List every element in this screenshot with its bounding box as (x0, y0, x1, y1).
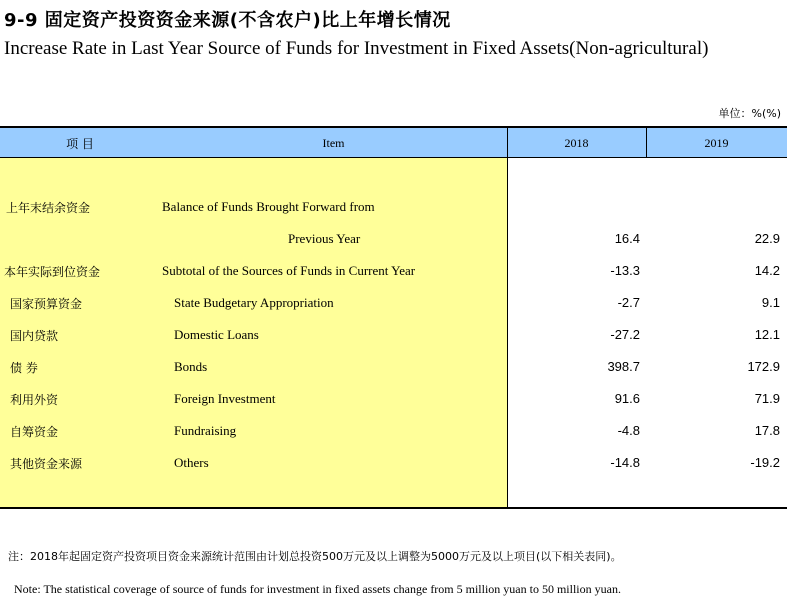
row-label-cn: 债 券 (10, 361, 38, 375)
value-2019: 17.8 (754, 423, 780, 438)
header-bottom-border (0, 157, 787, 158)
row-label-cn: 本年实际到位资金 (4, 265, 101, 279)
row-label-en: Subtotal of the Sources of Funds in Current Year (162, 263, 416, 278)
value-2018: -4.8 (617, 423, 640, 438)
row-label-en: Fundraising (174, 423, 237, 438)
value-2018: -2.7 (617, 295, 640, 310)
row-label-cn: 国家预算资金 (10, 297, 83, 311)
unit-label: 单位：%(%) (718, 107, 781, 120)
header-item-en: Item (322, 136, 345, 150)
row-label-en: Others (174, 455, 209, 470)
value-2019: 71.9 (754, 391, 780, 406)
row-label-en: Bonds (174, 359, 208, 374)
header-item-cn: 项 目 (66, 137, 94, 151)
item-column-divider (507, 126, 508, 509)
row-label-cn: 上年末结余资金 (6, 201, 91, 215)
value-2019: -19.2 (750, 455, 780, 470)
data-table (0, 126, 787, 509)
row-label-cn: 国内贷款 (10, 329, 59, 343)
value-2018: -13.3 (610, 263, 640, 278)
value-2018: 398.7 (607, 359, 640, 374)
value-2018: -27.2 (610, 327, 640, 342)
row-label-en: Foreign Investment (174, 391, 276, 406)
value-2018: -14.8 (610, 455, 640, 470)
row-label-cn: 其他资金来源 (10, 457, 83, 471)
value-2019: 12.1 (754, 327, 780, 342)
header-2019: 2019 (704, 136, 729, 150)
row-label-en: Balance of Funds Brought Forward from (162, 199, 375, 214)
item-column-background (0, 126, 507, 509)
table-top-border (0, 126, 787, 128)
value-2019: 172.9 (747, 359, 780, 374)
value-2018: 16.4 (614, 231, 640, 246)
row-label-cn: 利用外资 (10, 393, 59, 407)
value-2019: 9.1 (761, 295, 780, 310)
row-label-en: State Budgetary Appropriation (174, 295, 334, 310)
value-2018: 91.6 (614, 391, 640, 406)
table-bottom-border (0, 507, 787, 509)
row-label-cn: 自筹资金 (10, 425, 59, 439)
footnote-chinese: 注：2018年起固定资产投资项目资金来源统计范围由计划总投资500万元及以上调整为5000万元及以上项目(以下相关表同)。 (8, 550, 622, 563)
value-2019: 22.9 (754, 231, 780, 246)
page-title-english: Increase Rate in Last Year Source of Funds for Investment in Fixed Assets(Non-agricultural) (4, 38, 709, 59)
header-2018: 2018 (564, 136, 589, 150)
footnote-english: Note: The statistical coverage of source of funds for investment in fixed assets change from 5 million yuan to 50 million yuan. (14, 582, 621, 596)
value-2019: 14.2 (754, 263, 780, 278)
row-label-en: Previous Year (288, 231, 361, 246)
row-label-en: Domestic Loans (174, 327, 259, 342)
page-title-chinese: 9-9 固定资产投资资金来源(不含农户)比上年增长情况 (4, 10, 451, 31)
